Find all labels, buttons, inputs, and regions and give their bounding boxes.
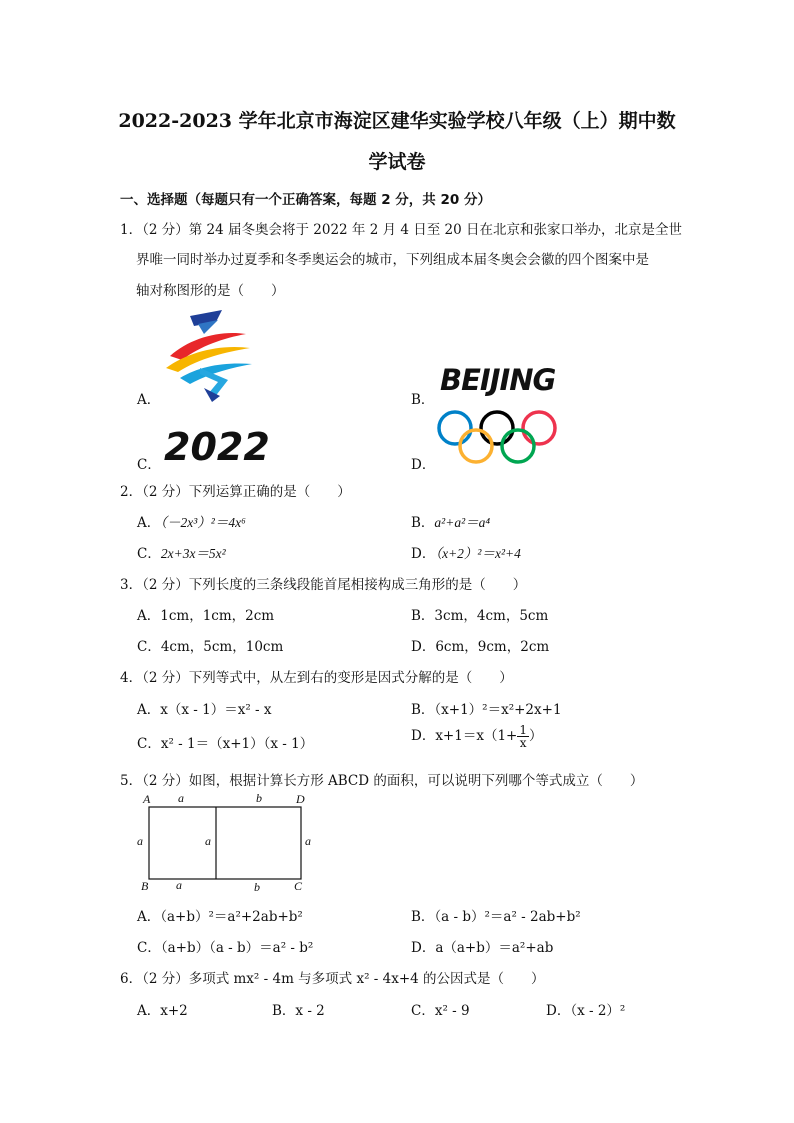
beijing-wordmark xyxy=(438,362,566,396)
q1-option-c-label: C． xyxy=(137,457,161,473)
label-mid-a: a xyxy=(205,834,211,848)
q4-option-c: C．x² - 1＝（x+1）（x - 1） xyxy=(137,736,314,752)
q1-option-a-label: A． xyxy=(137,392,161,408)
q2-option-b: B．a²+a²＝a⁴ xyxy=(411,515,491,531)
label-bottom-a: a xyxy=(176,878,182,892)
q5-option-d: D．a（a+b）＝a²+ab xyxy=(411,940,554,956)
label-bottom-b: b xyxy=(254,880,260,894)
q3-option-d: D．6cm，9cm，2cm xyxy=(411,639,550,655)
page-title-line-1: 2022-2023 学年北京市海淀区建华实验学校八年级（上）期中数 xyxy=(118,110,676,132)
rectangle-abcd-figure xyxy=(134,790,324,896)
label-top-b: b xyxy=(256,791,262,805)
page-title-line-2: 学试卷 xyxy=(368,151,426,173)
q1-option-d-label: D． xyxy=(411,457,436,473)
vertex-b: B xyxy=(141,879,149,893)
beijing-text: BEIJING xyxy=(440,363,556,396)
label-right-a: a xyxy=(305,834,311,848)
q2-stem: 2．（2 分）下列运算正确的是（ ） xyxy=(120,484,351,500)
q5-stem: 5．（2 分）如图，根据计算长方形 ABCD 的面积，可以说明下列哪个等式成立（ ） xyxy=(120,773,644,789)
label-left-a: a xyxy=(137,834,143,848)
fraction: $\frac{1}{x}$ xyxy=(519,723,527,750)
olympic-ring-4 xyxy=(502,430,534,462)
olympic-ring-3 xyxy=(481,412,513,444)
year-text: 2022 xyxy=(164,426,270,468)
q1-option-b-label: B． xyxy=(411,392,435,408)
q1-stem-line-3: 轴对称图形的是（ ） xyxy=(136,283,285,299)
year-wordmark xyxy=(162,426,288,468)
q4-option-a: A．x（x - 1）＝x² - x xyxy=(137,702,272,718)
q5-option-c: C．（a+b）（a - b）＝a² - b² xyxy=(137,940,314,956)
q4-option-b: B．（x+1）²＝x²+2x+1 xyxy=(411,702,562,718)
olympic-ring-2 xyxy=(460,430,492,462)
q5-option-a: A．（a+b）²＝a²+2ab+b² xyxy=(137,909,303,925)
q6-option-a: A．x+2 xyxy=(137,1003,188,1019)
q3-stem: 3．（2 分）下列长度的三条线段能首尾相接构成三角形的是（ ） xyxy=(120,577,527,593)
q6-option-d: D．（x - 2）² xyxy=(546,1003,626,1019)
q6-option-b: B．x - 2 xyxy=(272,1003,325,1019)
q1-stem-line-1: 1．（2 分）第 24 届冬奥会将于 2022 年 2 月 4 日至 20 日在北京和张家口举办，北京是全世 xyxy=(120,222,683,238)
q6-option-c: C．x² - 9 xyxy=(411,1003,470,1019)
q4-stem: 4．（2 分）下列等式中，从左到右的变形是因式分解的是（ ） xyxy=(120,670,513,686)
olympic-ring-1 xyxy=(439,412,471,444)
winter-olympics-emblem-icon xyxy=(160,308,260,404)
q2-option-a: A．（－2x³）²＝4x⁶ xyxy=(137,515,246,531)
q6-stem: 6．（2 分）多项式 mx² - 4m 与多项式 x² - 4x+4 的公因式是（ ） xyxy=(120,971,545,987)
section-heading: 一、选择题（每题只有一个正确答案，每题 2 分，共 20 分） xyxy=(120,192,491,208)
vertex-a: A xyxy=(143,792,151,806)
q4-option-d: D．x+1＝x（1+ $\frac{1}{x}$ ） xyxy=(411,723,543,750)
q1-stem-line-2: 界唯一同时举办过夏季和冬季奥运会的城市，下列组成本届冬奥会会徽的四个图案中是 xyxy=(136,252,649,268)
q5-option-b: B．（a - b）²＝a² - 2ab+b² xyxy=(411,909,581,925)
vertex-c: C xyxy=(294,879,303,893)
q3-option-b: B．3cm，4cm，5cm xyxy=(411,608,549,624)
vertex-d: D xyxy=(296,792,305,806)
q3-option-a: A．1cm，1cm，2cm xyxy=(137,608,275,624)
olympic-rings-icon xyxy=(436,408,560,468)
olympic-ring-5 xyxy=(523,412,555,444)
q3-option-c: C．4cm，5cm，10cm xyxy=(137,639,284,655)
q2-option-d: D．（x+2）²＝x²+4 xyxy=(411,546,521,562)
q2-option-c: C．2x+3x＝5x² xyxy=(137,546,226,562)
label-top-a: a xyxy=(178,791,184,805)
